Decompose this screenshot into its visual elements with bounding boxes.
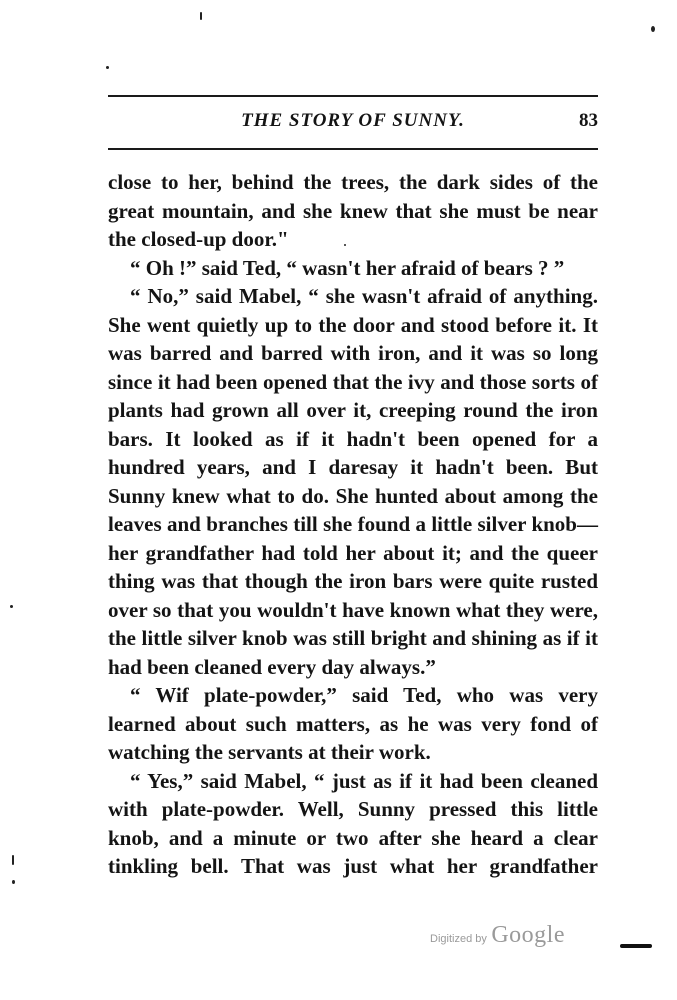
scan-speck: [10, 605, 13, 608]
scan-mark: [620, 944, 652, 948]
scan-speck: [651, 26, 655, 32]
page-number: 83: [579, 110, 598, 131]
scan-speck: [200, 12, 202, 20]
paragraph: “ Oh !” said Ted, “ wasn't her afraid of bears ? ”: [130, 255, 565, 280]
paragraph: “ No,” said Mabel, “ she wasn't afraid of anything. She went quietly up to the door and stood before it. It was barred and barred with iron, and it was so long since it had been opened that the ivy and those sorts of plants had grown all over it, creeping round the iron bars. It looked as if it hadn't been opened for a hundred years, and I daresay it hadn't been. But Sunny knew what to do. She hunted about among the leaves and branches till she found a little silver knob—her grandfather had told her about it; and the queer thing was that though the iron bars were quite rusted over so that you wouldn't have known what they were, the little silver knob was still bright and shining as if it had been cleaned every day always.”: [108, 284, 598, 679]
scan-speck: [344, 244, 346, 246]
scan-speck: [12, 880, 15, 884]
paragraph: “ Yes,” said Mabel, “ just as if it had been cleaned with plate-powder. Well, Sunny pressed this little knob, and a minute or two after she heard a clear tinkling bell. That was just what her grandfather: [108, 768, 598, 878]
header-top-rule: [108, 95, 598, 97]
paragraph: “ Wif plate-powder,” said Ted, who was very learned about such matters, as he was very fond of watching the servants at their work.: [108, 683, 598, 764]
body-text: [108, 168, 598, 881]
running-head: THE STORY OF SUNNY.: [241, 110, 465, 131]
digitized-watermark: [430, 922, 565, 949]
page-header: [108, 110, 598, 138]
scan-speck: [106, 66, 109, 69]
digitized-prefix: Digitized by: [430, 933, 487, 945]
scan-speck: [12, 855, 14, 865]
header-bottom-rule: [108, 148, 598, 150]
google-brand: Google: [491, 922, 565, 948]
paragraph: close to her, behind the trees, the dark sides of the great mountain, and she knew that she must be near the closed-up door.": [108, 170, 598, 251]
